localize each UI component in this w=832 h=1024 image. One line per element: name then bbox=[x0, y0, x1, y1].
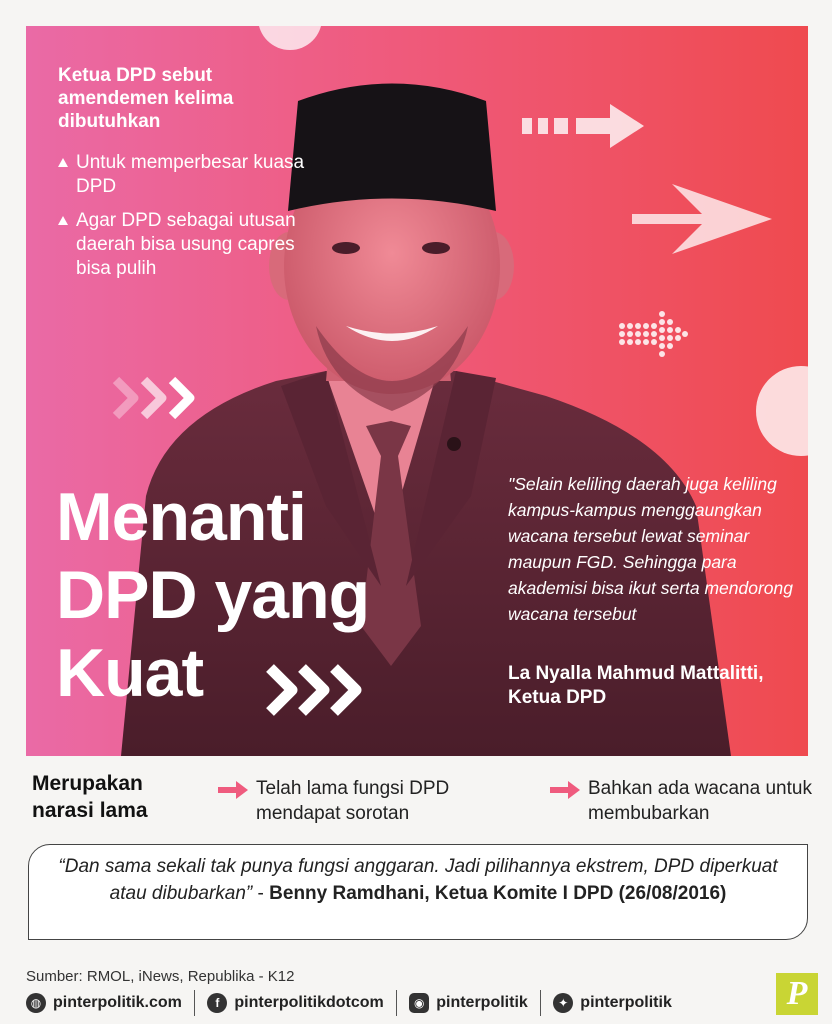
twitter-link[interactable] bbox=[553, 993, 672, 1013]
globe-icon: ◍ bbox=[26, 993, 46, 1013]
website-link-label: pinterpolitik.com bbox=[53, 994, 182, 1011]
narrative-point-text: Telah lama fungsi DPD mendapat sorotan bbox=[256, 778, 450, 824]
main-title-line: DPD yang bbox=[56, 557, 370, 633]
quote-box-dash: - bbox=[252, 883, 270, 904]
brand-logo: P bbox=[776, 973, 818, 1015]
main-title-line: Kuat bbox=[56, 635, 204, 711]
instagram-icon: ◉ bbox=[409, 993, 429, 1013]
facebook-link-label: pinterpolitikdotcom bbox=[234, 994, 384, 1011]
hero-point bbox=[58, 151, 308, 199]
hero-points bbox=[58, 151, 308, 291]
chevrons-icon bbox=[110, 374, 202, 422]
source-text: Sumber: RMOL, iNews, Republika - K12 bbox=[26, 968, 295, 985]
facebook-icon: f bbox=[207, 993, 227, 1013]
website-link[interactable] bbox=[26, 993, 182, 1013]
instagram-link[interactable] bbox=[409, 993, 528, 1013]
quote-box-author: Benny Ramdhani, Ketua Komite I DPD (26/08/2016) bbox=[269, 883, 727, 904]
quote-box-text: “Dan sama sekali tak punya fungsi anggaran. Jadi pilihannya ekstrem, DPD diperkuat atau dibubarkan” bbox=[58, 856, 778, 904]
divider bbox=[194, 990, 196, 1016]
social-links bbox=[26, 990, 672, 1016]
narrative-point bbox=[550, 776, 820, 826]
divider bbox=[540, 990, 542, 1016]
narrative-point bbox=[218, 776, 518, 826]
hero-quote-author: La Nyalla Mahmud Mattalitti, Ketua DPD bbox=[508, 663, 764, 708]
dotted-arrow-icon bbox=[618, 306, 688, 362]
section-title: Merupakan narasi lama bbox=[32, 772, 148, 822]
hero-subtitle: Ketua DPD sebut amendemen kelima dibutuhkan bbox=[58, 65, 234, 132]
twitter-icon: ✦ bbox=[553, 993, 573, 1013]
dashed-arrow-icon bbox=[522, 104, 647, 148]
narrative-point-text: Bahkan ada wacana untuk membubarkan bbox=[588, 778, 812, 824]
hero-point bbox=[58, 209, 308, 281]
facebook-link[interactable] bbox=[207, 993, 383, 1013]
arrow-right-icon bbox=[550, 781, 580, 799]
hero-point-text: Untuk memperbesar kuasa DPD bbox=[76, 152, 305, 197]
divider bbox=[396, 990, 398, 1016]
hero-point-text: Agar DPD sebagai utusan daerah bisa usung capres bisa pulih bbox=[76, 210, 296, 279]
large-arrow-icon bbox=[632, 184, 772, 254]
triangle-bullet-icon bbox=[58, 158, 68, 167]
main-title-line: Menanti bbox=[56, 479, 306, 555]
hero-panel bbox=[26, 26, 808, 756]
twitter-link-label: pinterpolitik bbox=[580, 994, 672, 1011]
arrow-right-icon bbox=[218, 781, 248, 799]
triangle-bullet-icon bbox=[58, 216, 68, 225]
hero-quote: "Selain keliling daerah juga keliling kampus-kampus menggaungkan wacana tersebut lewat seminar maupun FGD. Sehingga para akademisi bisa ikut serta mendorong wacana tersebut bbox=[508, 474, 794, 624]
instagram-link-label: pinterpolitik bbox=[436, 994, 528, 1011]
title-chevrons-icon bbox=[262, 662, 368, 718]
quote-box bbox=[28, 844, 808, 940]
